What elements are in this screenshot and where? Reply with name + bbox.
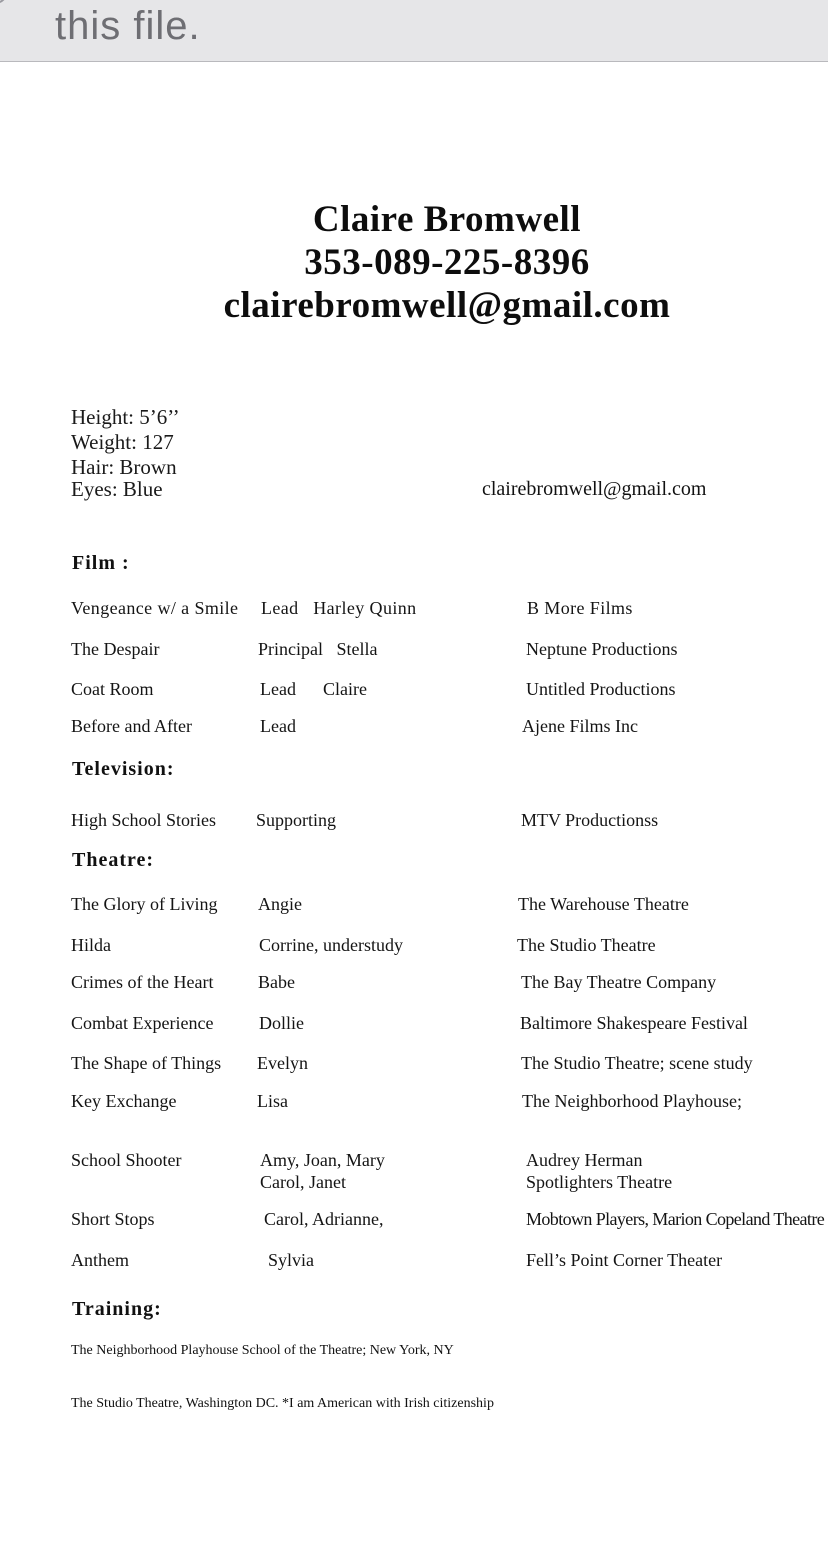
phone-number: 353-089-225-8396 — [304, 242, 590, 283]
credit-company: The Bay Theatre Company — [521, 972, 717, 992]
credit-title: Short Stops — [71, 1209, 155, 1229]
credit-role: Dollie — [259, 1013, 304, 1033]
credit-title: Anthem — [71, 1250, 129, 1270]
credit-role-line: Amy, Joan, Mary — [260, 1150, 385, 1170]
credit-role: Carol, Adrianne, — [264, 1209, 384, 1229]
credit-title: High School Stories — [71, 810, 217, 830]
credit-title: The Glory of Living — [71, 894, 218, 914]
banner-text: this file. — [55, 4, 201, 48]
credit-company: Baltimore Shakespeare Festival — [520, 1013, 748, 1033]
credit-company: Neptune Productions — [526, 639, 678, 659]
stat-weight: Weight: 127 — [71, 430, 174, 454]
credit-company-line: Audrey Herman — [526, 1150, 643, 1170]
section-heading-film: Film : — [72, 552, 130, 574]
credit-company: MTV Productionss — [521, 810, 659, 830]
credit-role: Babe — [258, 972, 295, 992]
credit-title: Key Exchange — [71, 1091, 177, 1111]
credit-company: Mobtown Players, Marion Copeland Theatre — [526, 1209, 825, 1229]
credit-company: The Neighborhood Playhouse; — [522, 1091, 742, 1111]
credit-title: School Shooter — [71, 1150, 182, 1170]
resume-header — [0, 198, 828, 327]
top-banner — [0, 0, 828, 62]
training-line: The Neighborhood Playhouse School of the Theatre; New York, NY — [71, 1343, 454, 1358]
email-address: clairebromwell@gmail.com — [223, 285, 671, 326]
credit-company: The Studio Theatre — [517, 935, 656, 955]
credit-title: The Shape of Things — [71, 1053, 222, 1073]
credit-company: Ajene Films Inc — [522, 716, 638, 736]
credit-role: Corrine, understudy — [259, 935, 403, 955]
credit-role-line: Carol, Janet — [260, 1172, 346, 1192]
section-heading-television: Television: — [72, 758, 175, 780]
credit-role: Lisa — [257, 1091, 288, 1111]
stat-height: Height: 5’6’’ — [71, 405, 180, 429]
credit-title: Crimes of the Heart — [71, 972, 214, 992]
credit-title: Before and After — [71, 716, 192, 736]
section-heading-theatre: Theatre: — [72, 849, 155, 871]
credit-role: Lead Claire — [260, 679, 367, 699]
stat-eyes: Eyes: Blue — [71, 477, 163, 501]
stat-hair: Hair: Brown — [71, 455, 177, 479]
credit-title: Combat Experience — [71, 1013, 214, 1033]
credit-role: Lead Harley Quinn — [261, 598, 417, 618]
credit-role: Evelyn — [257, 1053, 308, 1073]
credit-role: Sylvia — [268, 1250, 315, 1270]
credit-title: Vengeance w/ a Smile — [71, 598, 239, 618]
credit-company: Fell’s Point Corner Theater — [526, 1250, 723, 1270]
credit-company — [526, 1149, 672, 1193]
banner-corner-arc — [0, 0, 8, 4]
credit-company: Untitled Productions — [526, 679, 676, 699]
credit-title: The Despair — [71, 639, 160, 659]
credit-role — [260, 1149, 385, 1193]
credit-role: Lead — [260, 716, 296, 736]
credit-title: Hilda — [71, 935, 111, 955]
credit-role: Angie — [258, 894, 302, 914]
actor-name: Claire Bromwell — [312, 199, 582, 240]
stats-email: clairebromwell@gmail.com — [482, 478, 707, 500]
section-heading-training: Training: — [72, 1298, 162, 1320]
credit-company-line: Spotlighters Theatre — [526, 1172, 673, 1192]
credit-company: The Warehouse Theatre — [518, 894, 689, 914]
credit-company: The Studio Theatre; scene study — [521, 1053, 753, 1073]
credit-role: Supporting — [256, 810, 337, 830]
training-line: The Studio Theatre, Washington DC. *I am American with Irish citizenship — [71, 1396, 494, 1411]
credit-title: Coat Room — [71, 679, 154, 699]
credit-company: B More Films — [527, 598, 633, 618]
credit-role: Principal Stella — [258, 639, 378, 659]
